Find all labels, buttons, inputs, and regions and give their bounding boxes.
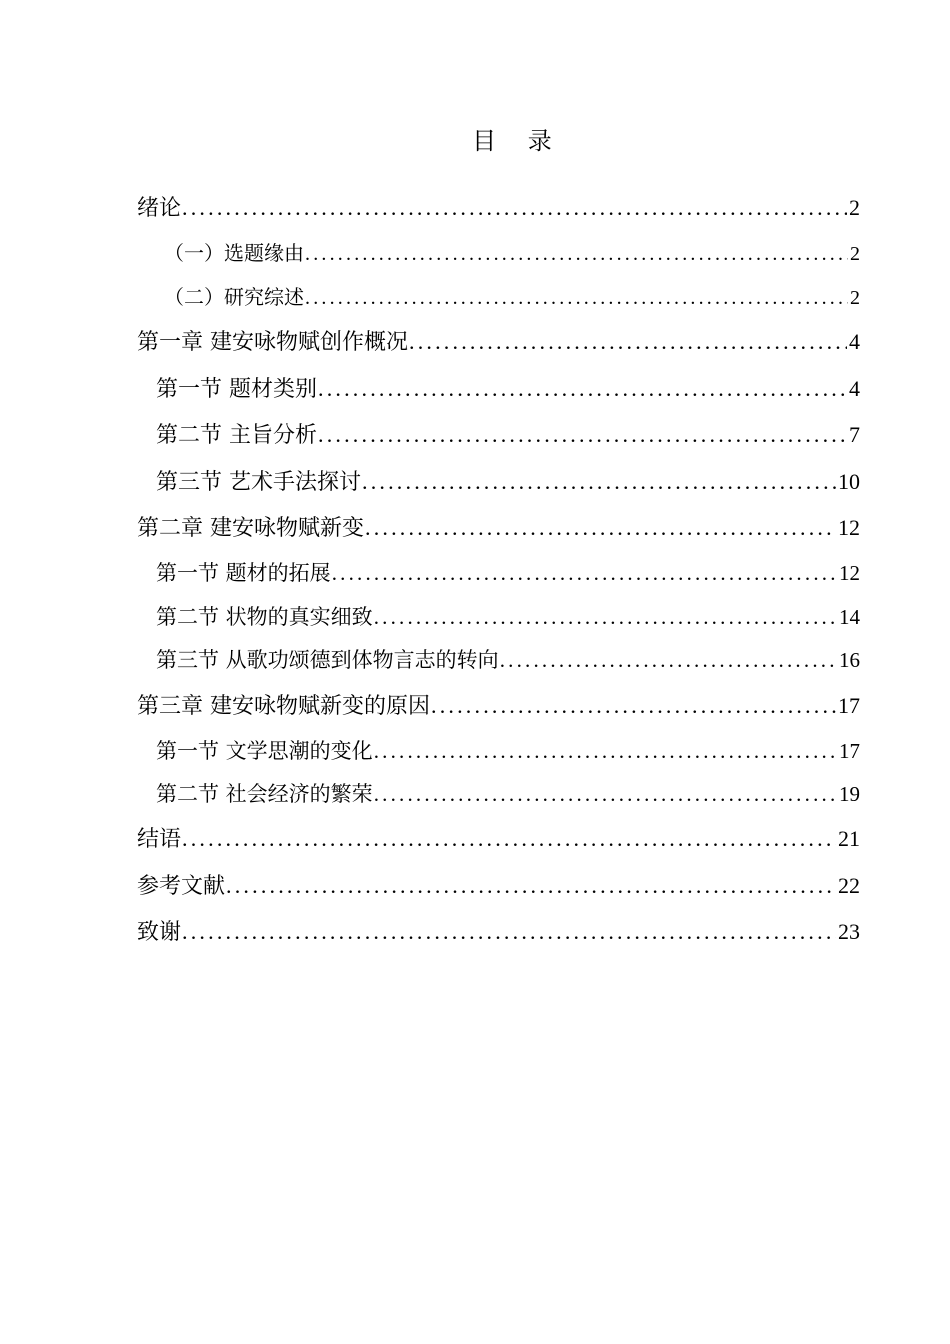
toc-page-number: 23 [838, 919, 860, 944]
toc-entry-acknowledgements[interactable] [137, 915, 860, 947]
toc-entry-ch1-section-2[interactable] [156, 418, 860, 450]
dot-leader [332, 561, 837, 586]
toc-entry-label: 第三节 艺术手法探讨 [156, 470, 361, 495]
toc-page-number: 4 [849, 376, 860, 401]
toc-entry-references[interactable] [137, 869, 860, 901]
toc-entry-label: 第二章 建安咏物赋新变 [137, 516, 364, 541]
dot-leader [305, 287, 848, 310]
toc-page-number: 16 [839, 648, 860, 672]
toc-entry-ch2-section-1[interactable] [156, 557, 860, 587]
toc-entry-ch3-section-1[interactable] [156, 735, 860, 765]
toc-entry-label: 第二节 主旨分析 [156, 423, 317, 448]
toc-page-number: 12 [838, 515, 860, 540]
dot-leader [182, 826, 836, 852]
toc-page-number: 17 [839, 739, 860, 763]
dot-leader [365, 515, 836, 541]
toc-page-number: 17 [838, 693, 860, 718]
dot-leader [362, 469, 836, 495]
toc-entry-label: 第二节 社会经济的繁荣 [156, 782, 373, 806]
dot-leader [182, 919, 836, 945]
toc-entry-label: 第三节 从歌功颂德到体物言志的转向 [156, 648, 499, 672]
dot-leader [374, 605, 837, 630]
toc-entry-ch3-section-2[interactable] [156, 778, 860, 808]
toc-entry-ch2-section-2[interactable] [156, 601, 860, 631]
dot-leader [409, 329, 847, 355]
toc-entry-chapter-3[interactable] [137, 689, 860, 721]
toc-entry-label: （一）选题缘由 [164, 241, 304, 265]
toc-page-number: 21 [838, 826, 860, 851]
toc-entry-literature-review[interactable] [164, 281, 860, 311]
toc-entry-chapter-1[interactable] [137, 325, 860, 357]
toc-entry-label: 致谢 [137, 920, 182, 945]
toc-page-number: 2 [849, 195, 860, 220]
toc-page-number: 14 [839, 605, 860, 629]
dot-leader [500, 648, 837, 673]
dot-leader [374, 782, 837, 807]
dot-leader [431, 693, 836, 719]
toc-entry-label: 参考文献 [137, 874, 226, 899]
toc-title: 目 录 [472, 127, 564, 155]
toc-entry-ch1-section-3[interactable] [156, 465, 860, 497]
toc-entry-label: 第一节 题材的拓展 [156, 561, 331, 585]
toc-entry-label: 第三章 建安咏物赋新变的原因 [137, 694, 430, 719]
toc-entry-ch2-section-3[interactable] [156, 644, 860, 674]
toc-page-number: 7 [849, 422, 860, 447]
toc-page-number: 4 [849, 329, 860, 354]
toc-entry-label: 绪论 [137, 196, 182, 221]
toc-entry-ch1-section-1[interactable] [156, 372, 860, 404]
toc-entry-introduction[interactable] [137, 191, 860, 223]
toc-page-number: 12 [839, 561, 860, 585]
toc-entry-label: 第一节 文学思潮的变化 [156, 739, 373, 763]
dot-leader [305, 243, 848, 266]
toc-entry-label: （二）研究综述 [164, 285, 304, 309]
dot-leader [374, 739, 837, 764]
dot-leader [318, 376, 847, 402]
dot-leader [318, 422, 847, 448]
toc-page-number: 19 [839, 782, 860, 806]
toc-page-number: 22 [838, 873, 860, 898]
toc-entry-label: 第二节 状物的真实细致 [156, 605, 373, 629]
dot-leader [182, 195, 847, 221]
toc-entry-conclusion[interactable] [137, 822, 860, 854]
toc-entry-topic-reason[interactable] [164, 237, 860, 267]
toc-entry-label: 结语 [137, 827, 182, 852]
toc-entry-label: 第一节 题材类别 [156, 377, 317, 402]
toc-entry-label: 第一章 建安咏物赋创作概况 [137, 330, 408, 355]
toc-page-number: 10 [838, 469, 860, 494]
toc-entry-chapter-2[interactable] [137, 511, 860, 543]
toc-page-number: 2 [850, 287, 860, 309]
toc-page-number: 2 [850, 243, 860, 265]
dot-leader [226, 873, 836, 899]
